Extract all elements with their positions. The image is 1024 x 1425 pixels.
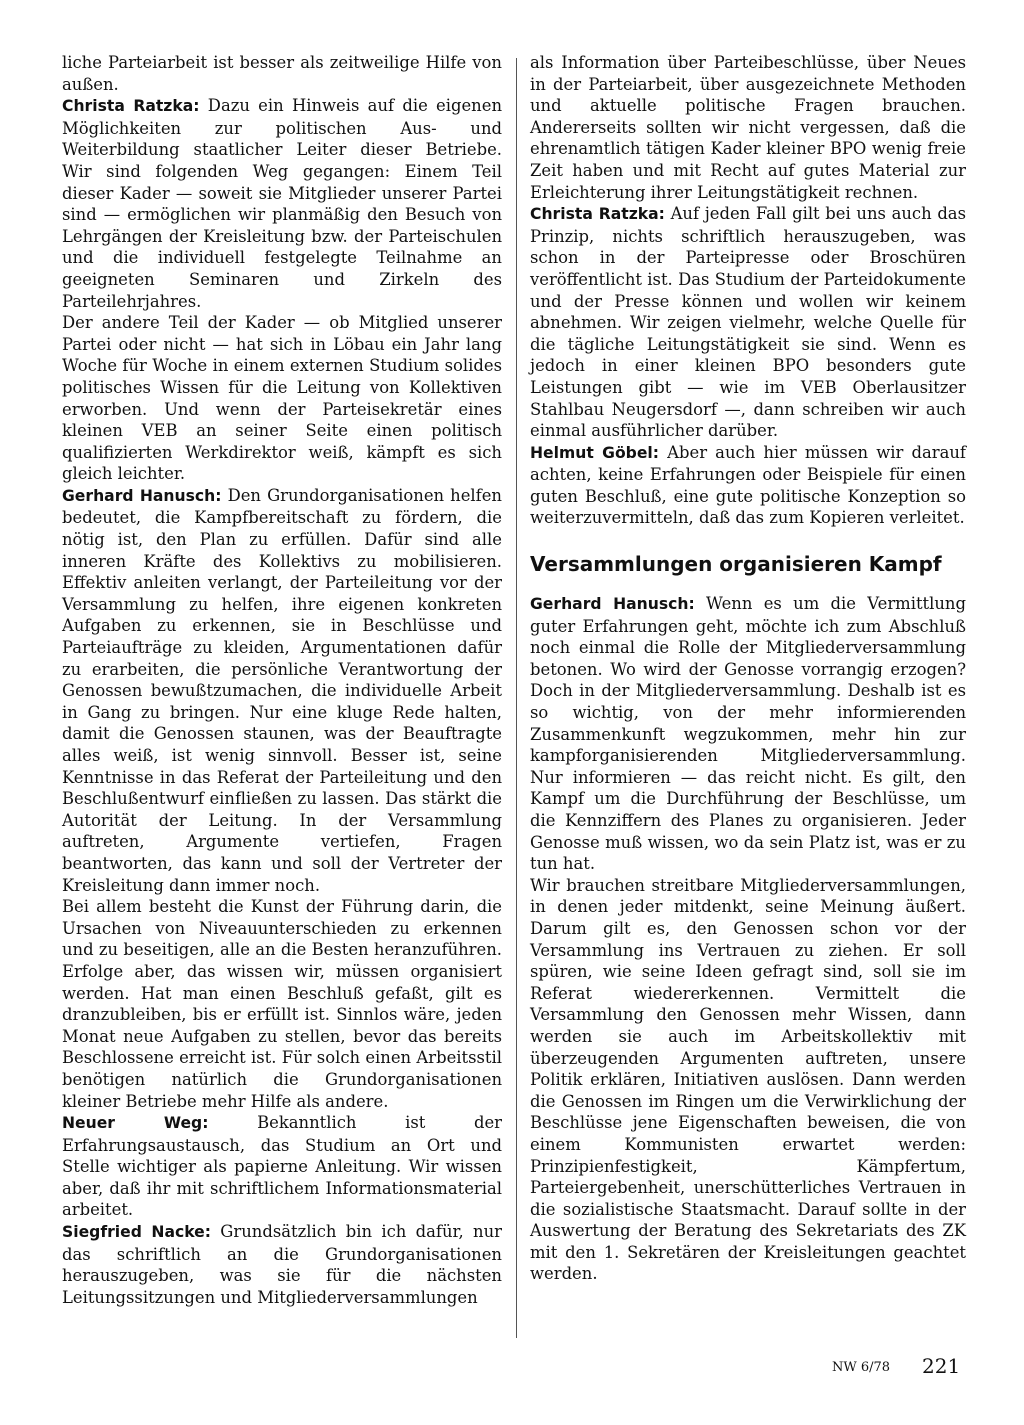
paragraph-text: Wenn es um die Vermittlung guter Erfahrungen geht, möchte ich zum Abschluß noch einmal die Rolle der Mitgliederversammlung betonen. Wo wird der Genosse vorrangig erzogen? Doch in der Mitgliederversammlung. Deshalb ist es so wichtig, von der mehr informierenden Zusammenkunft wegzukommen, mehr hin zur kampforganisierenden Mitgliederversammlung. Nur informieren — das reicht nicht. Es gilt, den Kampf um die Durchführung der Beschlüsse, um die Kennziffern des Planes zu organisieren. Jeder Genosse muß wissen, wo da sein Platz ist, was er zu tun hat. [530, 594, 966, 874]
paragraph-text: Dazu ein Hinweis auf die eigenen Möglichkeiten zur politischen Aus- und Weiterbildung staatlicher Leiter dieser Betriebe. Wir sind folgenden Weg gegangen: Einem Teil dieser Kader — soweit sie Mitglieder unserer Partei sind — ermöglichen wir planmäßig den Besuch von Lehrgängen der Kreisleitung bzw. der Parteischulen und die individuell festgelegte Teilnahme an geeigneten Seminaren und Zirkeln des Parteilehrjahres. [62, 96, 502, 311]
paragraph: als Information über Parteibeschlüsse, über Neues in der Parteiarbeit, über ausgezeichnete Methoden und aktuelle politische Fragen brauchen. Andererseits sollten wir nicht vergessen, daß die ehrenamtlich tätigen Kader kleiner BPO wenig freie Zeit haben und mit Recht auf gutes Material zur Erleichterung ihrer Leitungstätigkeit rechnen. [530, 53, 966, 202]
speaker-name: Christa Ratzka: [530, 205, 665, 224]
speaker-name: Siegfried Nacke: [62, 1223, 211, 1242]
speaker-name: Gerhard Hanusch: [62, 486, 222, 505]
paragraph [530, 593, 966, 875]
paragraph: Der andere Teil der Kader — ob Mitglied unserer Partei oder nicht — hat sich in Löbau ein Jahr lang Woche für Woche in einem externen Studium solides politisches Wissen für die Leitung von Kollektiven erworben. Und wenn der Parteisekretär eines kleinen VEB an seiner Seite einen politisch qualifizierten Werkdirektor weiß, kämpft es sich gleich leichter. [62, 313, 502, 484]
paragraph-text: Aber auch hier müssen wir darauf achten, keine Erfahrungen oder Beispiele für einen guten Beschluß, eine gute politische Konzeption so weiterzuvermitteln, daß das zum Kopieren verleitet. [530, 442, 966, 528]
page-number: 221 [922, 1354, 961, 1378]
left-column [62, 52, 502, 1308]
issue-label: NW 6/78 [832, 1360, 891, 1375]
speaker-name: Neuer Weg: [62, 1114, 209, 1133]
paragraph-text: Grundsätzlich bin ich dafür, nur das schriftlich an die Grundorganisationen herauszugeben, was sie für die nächsten Leitungssitzungen und Mitgliederversammlungen [62, 1222, 502, 1307]
paragraph-text: Den Grundorganisationen helfen bedeutet, die Kampfbereitschaft zu fördern, die nötig ist, den Plan zu erfüllen. Dafür sind alle inneren Kräfte des Kollektivs zu mobilisieren. Effektiv anleiten verlangt, der Parteileitung vor der Versammlung zu helfen, ihre eigenen konkreten Aufgaben zu erkennen, sie in Beschlüsse und Parteiaufträge zu kleiden, Argumentationen dafür zu erarbeiten, die persönliche Verantwortung der Genossen bewußtzumachen, die individuelle Arbeit in Gang zu bringen. Nur eine kluge Rede halten, damit die Genossen staunen, was der Beauftragte alles weiß, ist wenig sinnvoll. Besser ist, seine Kenntnisse in das Referat der Parteileitung und den Beschlußentwurf einfließen zu lassen. Das stärkt die Autorität der Leitung. In der Versammlung auftreten, Argumente vertiefen, Fragen beantworten, das kann und soll der Vertreter der Kreisleitung dann immer noch. [62, 485, 502, 895]
paragraph [530, 203, 966, 442]
paragraph-text: Bekanntlich ist der Erfahrungsaustausch, das Studium an Ort und Stelle wichtiger als papierne Anleitung. Wir wissen aber, daß ihr mit schriftlichem Informationsmaterial arbeitet. [62, 1113, 502, 1220]
speaker-name: Gerhard Hanusch: [530, 595, 695, 614]
column-divider [516, 58, 517, 1338]
section-heading: Versammlungen organisieren Kampf [530, 552, 942, 577]
paragraph [62, 485, 502, 896]
paragraph: Wir brauchen streitbare Mitgliederversammlungen, in denen jeder mitdenkt, seine Meinung äußert. Darum gilt es, den Genossen schon vor der Versammlung ins Vertrauen zu ziehen. Er soll spüren, wie seine Ideen gefragt sind, soll sie im Referat wiedererkennen. Vermittelt die Versammlung den Genossen mehr Wissen, dann werden sie auch im Arbeitskollektiv mit überzeugenden Argumenten auftreten, unsere Politik erklären, Initiativen auslösen. Dann werden die Genossen im Ringen um die Verwirklichung der Beschlüsse jene Eigenschaften beweisen, die von einem Kommunisten erwartet werden: Prinzipienfestigkeit, Kämpfertum, Parteiergebenheit, unerschütterliches Vertrauen in die sozialistische Staatsmacht. Darauf sollte in der Auswertung der Beratung des Sekretariats des ZK mit den 1. Sekretären der Kreisleitungen geachtet werden. [530, 875, 966, 1284]
speaker-name: Helmut Göbel: [530, 443, 659, 462]
speaker-name: Christa Ratzka: [62, 97, 200, 116]
paragraph [62, 1112, 502, 1221]
paragraph-text: Auf jeden Fall gilt bei uns auch das Prinzip, nichts schriftlich herauszugeben, was schon in der Parteipresse oder Broschüren veröffentlicht ist. Das Studium der Parteidokumente und der Presse können und wollen wir keinem abnehmen. Wir zeigen vielmehr, welche Quelle für die tägliche Leitungstätigkeit sie sind. Wenn es jedoch in einer kleinen BPO besonders gute Leistungen gibt — wie im VEB Oberlausitzer Stahlbau Neugersdorf —, dann schreiben wir auch einmal ausführlicher darüber. [530, 204, 966, 441]
paragraph: Bei allem besteht die Kunst der Führung darin, die Ursachen von Niveauunterschieden zu erkennen und zu beseitigen, alle an die Besten heranzuführen. Erfolge aber, das wissen wir, müssen organisiert werden. Hat man einen Beschluß gefaßt, gilt es dranzubleiben, bis er erfüllt ist. Sinnlos wäre, jeden Monat neue Aufgaben zu stellen, bevor das bereits Beschlossene erreicht ist. Für solch einen Arbeitsstil benötigen natürlich die Grundorganisationen kleiner Betriebe mehr Hilfe als andere. [62, 897, 502, 1111]
paragraph: liche Parteiarbeit ist besser als zeitweilige Hilfe von außen. [62, 53, 502, 94]
paragraph [62, 1221, 502, 1308]
paragraph [530, 442, 966, 529]
right-column [530, 52, 966, 1285]
paragraph [62, 95, 502, 312]
